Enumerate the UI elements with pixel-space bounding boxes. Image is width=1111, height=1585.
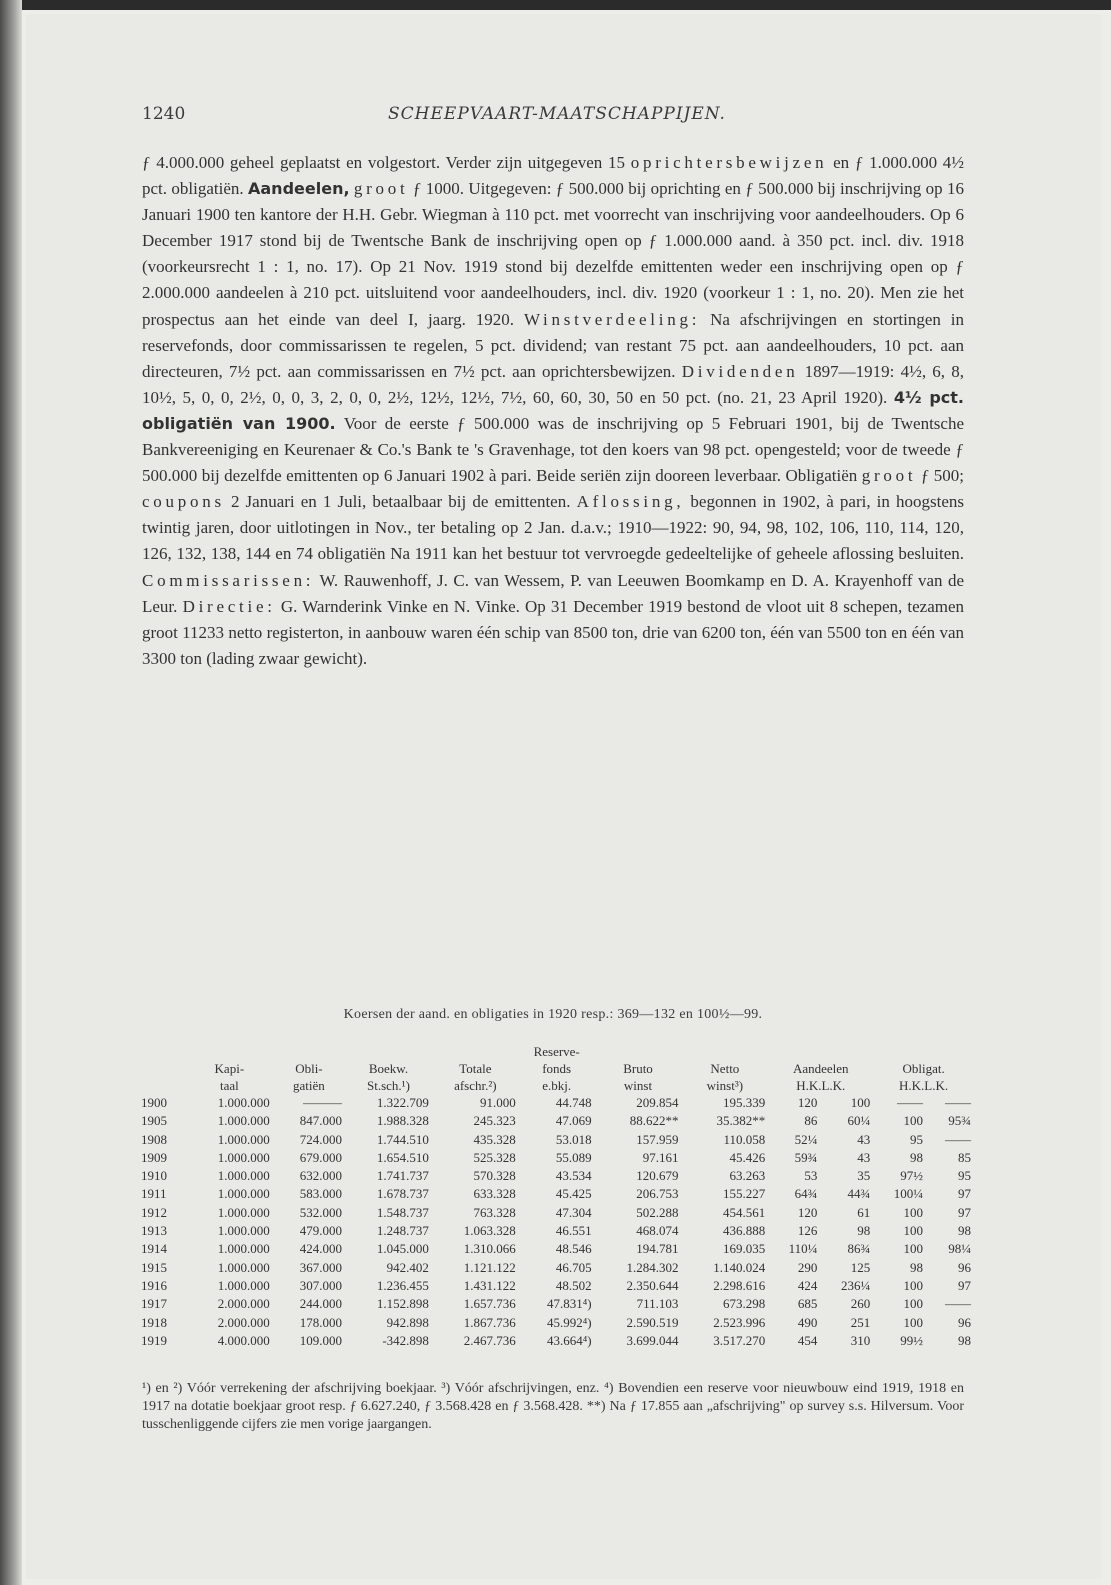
- table-cell: 95: [909, 1131, 923, 1147]
- table-cell: 100: [903, 1113, 923, 1129]
- table-cell: 99½: [900, 1332, 923, 1348]
- text-run: 1897—1919: 4½, 6, 8, 10½, 5, 0, 0, 2½, 0, 0, 3, 2, 0, 0, 2½, 12½, 12½, 7½, 60, 60, 30, 50 en 50 pct. (no. 21, 23 April 1920).: [142, 361, 964, 407]
- table-cell: 35.382**: [716, 1113, 766, 1129]
- header-cell: Bruto: [623, 1061, 653, 1076]
- text-run: Na afschrijvingen en stortingen in reservefonds, door commissarissen te regelen, 5 pct. dividend; van restant 75 pct. aan aandeelhouders, 10 pct. aan directeuren, 7½ pct. aan commissarissen en 7½ pct. aan oprichtersbewijzen.: [142, 309, 965, 381]
- text-run: ƒ 4.000.000 geheel geplaatst en volgestort. Verder zijn uitgegeven 15: [142, 153, 626, 172]
- table-cell: 502.288: [636, 1204, 679, 1220]
- table-header-row-reserve: [138, 1043, 974, 1060]
- financial-table: [138, 1043, 974, 1350]
- table-row: [138, 1185, 974, 1203]
- table-cell: 95¾: [948, 1113, 971, 1129]
- year-cell: 1905: [141, 1113, 167, 1129]
- table-cell: 1.121.122: [463, 1259, 516, 1275]
- table-cell: 1.000.000: [217, 1204, 270, 1220]
- spaced-term-coupons: coupons: [142, 492, 225, 512]
- table-cell: 178.000: [299, 1314, 343, 1330]
- table-cell: 45.426: [729, 1149, 766, 1165]
- table-cell: 847.000: [299, 1113, 343, 1129]
- table-cell: 155.227: [723, 1186, 766, 1202]
- year-cell: 1915: [141, 1259, 167, 1275]
- table-cell: 100: [903, 1241, 923, 1257]
- table-row: [138, 1167, 974, 1185]
- table-cell: 424: [797, 1277, 818, 1293]
- header-cell: afschr.²): [454, 1078, 497, 1093]
- table-row: [138, 1240, 974, 1258]
- table-body: [138, 1094, 974, 1350]
- spaced-term: oprichtersbewijzen: [630, 153, 828, 172]
- header-cell: Aandeelen: [792, 1061, 849, 1076]
- table-cell: ——: [945, 1131, 971, 1147]
- table-cell: 1.284.302: [626, 1259, 679, 1275]
- table-cell: 1.741.737: [376, 1168, 429, 1184]
- header-cell: Kapi-: [214, 1061, 245, 1076]
- table-cell: 1.000.000: [217, 1259, 270, 1275]
- header-cell: fonds: [542, 1061, 572, 1076]
- table-cell: 110.058: [723, 1131, 766, 1147]
- header-cell: Obli-: [295, 1061, 323, 1076]
- text-run: G. Warnderink Vinke en N. Vinke. Op 31 December 1919 bestond de vloot uit 8 schepen, tezamen groot 11233 netto registerton, in aanbouw waren één schip van 8500 ton, drie van 6200 ton, één van 5500 ton en één van 3300 ton (lading zwaar gewicht).: [142, 596, 965, 668]
- text-run: ƒ 1000. Uitgegeven: ƒ 500.000 bij oprichting en ƒ 500.000 bij inschrijving op 16 Januari 1900 ten kantore der H.H. Gebr. Wiegman à 110 pct. met voorrecht van inschrijving voor aandeelhouders. Op 6 December 1917 stond bij de Twentsche Bank de inschrijving open op ƒ 1.000.000 aand. à 350 pct. incl. div. 1918 (voorkeursrecht 1 : 1, no. 17). Op 21 Nov. 1919 stond bij dezelfde emittenten weder een inschrijving open op ƒ 2.000.000 aandeelen à 210 pct. uitsluitend voor aandeelhouders, incl. div. 1920 (voorkeur 1 : 1, no. 20). Men zie het prospectus aan het einde van deel I, jaarg. 1920.: [142, 179, 965, 329]
- table-cell: 1.000.000: [217, 1095, 270, 1110]
- table-cell: 1.431.122: [463, 1277, 516, 1293]
- table-cell: 47.831⁴): [546, 1296, 592, 1312]
- table-cell: 157.959: [636, 1131, 679, 1147]
- table-cell: 244.000: [299, 1296, 343, 1312]
- table-cell: 1.000.000: [217, 1149, 270, 1165]
- table-cell: 1.045.000: [376, 1241, 429, 1257]
- table-cell: 1.657.736: [463, 1296, 516, 1312]
- table-row: [138, 1277, 974, 1295]
- table-cell: 63.263: [729, 1168, 766, 1184]
- table-cell: 525.328: [473, 1149, 516, 1165]
- table-cell: 1.654.510: [376, 1149, 429, 1165]
- year-cell: 1914: [141, 1241, 167, 1257]
- table-cell: 45.425: [555, 1186, 592, 1202]
- table-cell: 97.161: [642, 1149, 679, 1165]
- table-cell: 290: [797, 1259, 818, 1275]
- table-row: [138, 1094, 974, 1112]
- table-cell: 2.350.644: [626, 1277, 679, 1293]
- table-cell: 1.000.000: [217, 1241, 270, 1257]
- table-cell: 98: [909, 1259, 923, 1275]
- table-cell: 1.988.328: [376, 1113, 429, 1129]
- table-cell: 47.069: [555, 1113, 592, 1129]
- table-cell: 3.517.270: [713, 1332, 766, 1348]
- table-cell: 454: [797, 1332, 818, 1348]
- table-cell: 424.000: [299, 1241, 343, 1257]
- table-cell: 64¾: [794, 1186, 818, 1202]
- table-cell: ——: [945, 1296, 971, 1312]
- spaced-term-directie: Directie:: [182, 596, 276, 616]
- section-heading-aandeelen: Aandeelen,: [248, 179, 350, 199]
- table-cell: 120: [797, 1204, 818, 1220]
- table-cell: 1.000.000: [217, 1223, 270, 1239]
- table-cell: 1.063.328: [463, 1223, 516, 1239]
- table-cell: 97½: [900, 1168, 923, 1184]
- table-cell: 724.000: [299, 1131, 343, 1147]
- table-cell: 1.867.736: [463, 1314, 516, 1330]
- spaced-term: groot: [353, 179, 409, 199]
- header-cell: winst: [623, 1078, 653, 1093]
- table-row: [138, 1131, 974, 1149]
- table-cell: 48.546: [555, 1241, 592, 1257]
- table-cell: 3.699.044: [626, 1332, 679, 1348]
- table-cell: 44.748: [555, 1095, 592, 1110]
- table-cell: 251: [850, 1314, 871, 1330]
- year-cell: 1909: [141, 1149, 167, 1165]
- table-cell: 47.304: [555, 1204, 592, 1220]
- table-cell: 245.323: [473, 1113, 516, 1129]
- table-cell: 98: [958, 1332, 971, 1348]
- header-cell: [138, 1060, 186, 1077]
- table-cell: 86: [804, 1113, 818, 1129]
- footnote-text: ¹) en ²) Vóór verrekening der afschrijving boekjaar. ³) Vóór afschrijvingen, enz. ⁴) Bovendien een reserve voor nieuwbouw eind 1919, 1918 en 1917 na dotatie boekjaar groot resp. ƒ 6.627.240, ƒ 3.568.428 en ƒ 3.568.428. **) Na ƒ 17.855 aan „afschrijving" op survey s.s. Hilversum. Voor tusschenliggende cijfers zie men vorige jaargangen.: [142, 1381, 964, 1432]
- table-cell: 1.322.709: [376, 1095, 429, 1110]
- header-cell: St.sch.¹): [367, 1078, 410, 1093]
- table-cell: 97: [958, 1186, 971, 1202]
- table-cell: 1.310.066: [463, 1241, 516, 1257]
- table-cell: 53.018: [555, 1131, 592, 1147]
- header-cell: Reserve-: [533, 1044, 580, 1059]
- spaced-term-winstverdeeling: Winstverdeeling:: [523, 309, 701, 329]
- table-cell: 454.561: [723, 1204, 766, 1220]
- table-cell: 97: [958, 1277, 971, 1293]
- table-cell: 685: [797, 1296, 818, 1312]
- table-cell: 100: [903, 1223, 923, 1239]
- table-cell: 100: [903, 1204, 923, 1220]
- table-cell: 673.298: [723, 1296, 766, 1312]
- year-cell: 1910: [141, 1168, 167, 1184]
- table-cell: -342.898: [382, 1332, 429, 1348]
- table-cell: 2.523.996: [713, 1314, 766, 1330]
- table-cell: 206.753: [636, 1186, 679, 1202]
- table-cell: 52¼: [794, 1131, 818, 1147]
- table-cell: 43: [857, 1131, 871, 1147]
- year-cell: 1911: [141, 1186, 167, 1202]
- text-run: W. Rauwenhoff, J. C. van Wessem, P. van Leeuwen Boomkamp en D. A. Krayenhoff van de Leur.: [142, 570, 964, 616]
- table-header-row: [138, 1060, 974, 1077]
- text-run: Voor de eerste ƒ 500.000 was de inschrijving op 5 Februari 1901, bij de Twentsche Bankvereeniging en Keurenaer & Co.'s Bank te 's Gravenhage, tot den koers van 98 pct. opengesteld; voor de tweede ƒ 500.000 bij dezelfde emittenten op 6 Januari 1902 à pari. Beide seriën zijn dooreen leverbaar. Obligatiën: [142, 413, 965, 486]
- table-cell: 1.140.024: [713, 1259, 766, 1275]
- text-run: 2 Januari en 1 Juli, betaalbaar bij de emittenten.: [230, 492, 571, 512]
- table-cell: 100: [903, 1296, 923, 1312]
- scan-border-top: [0, 0, 1111, 10]
- table-cell: 169.035: [723, 1241, 766, 1257]
- table-cell: 942.898: [386, 1314, 429, 1330]
- table-cell: 479.000: [299, 1223, 343, 1239]
- header-cell: winst³): [706, 1078, 744, 1093]
- table-cell: 86¾: [847, 1241, 871, 1257]
- header-cell: H.K.L.K.: [796, 1078, 846, 1093]
- table-cell: 2.298.616: [713, 1277, 766, 1293]
- year-cell: 1913: [141, 1223, 167, 1239]
- table-cell: 125: [850, 1259, 871, 1275]
- table-row: [138, 1112, 974, 1130]
- table-cell: 100: [903, 1314, 923, 1330]
- body-text: [142, 150, 964, 672]
- table-cell: 60¼: [847, 1113, 871, 1129]
- table-cell: 1.000.000: [217, 1113, 270, 1129]
- text-run: begonnen in 1902, à pari, in hoogstens twintig jaren, door uitlotingen in Nov., ter betaling op 2 Jan. d.a.v.; 1910—1922: 90, 94, 98, 102, 106, 110, 114, 120, 126, 132, 138, 144 en 74 obligatiën Na 1911 kan het bestuur tot vervroegde gedeeltelijke of geheele aflossing besluiten.: [142, 492, 964, 564]
- table-cell: 48.502: [555, 1277, 592, 1293]
- table-cell: 1.236.455: [376, 1277, 429, 1293]
- book-spine-shadow: [0, 0, 22, 1585]
- table-cell: 85: [958, 1149, 971, 1165]
- table-cell: 100: [850, 1095, 871, 1110]
- spaced-term-commissarissen: Commissarissen:: [142, 570, 315, 590]
- body-paragraph: [142, 150, 964, 672]
- table-row: [138, 1259, 974, 1277]
- year-cell: 1908: [141, 1131, 167, 1147]
- table-row: [138, 1222, 974, 1240]
- footnotes: [142, 1380, 964, 1434]
- table-cell: 43.534: [555, 1168, 592, 1184]
- page-number: 1240: [142, 104, 186, 124]
- table-cell: 1.000.000: [217, 1131, 270, 1147]
- header-cell: H.K.L.K.: [899, 1078, 949, 1093]
- table-cell: 763.328: [473, 1204, 516, 1220]
- table-cell: 2.000.000: [217, 1296, 270, 1312]
- year-cell: 1916: [141, 1277, 167, 1293]
- table-cell: 55.089: [555, 1149, 592, 1165]
- table-cell: 97: [958, 1204, 971, 1220]
- table-cell: 1.152.898: [376, 1296, 429, 1312]
- table-cell: 1.000.000: [217, 1277, 270, 1293]
- table-cell: 53: [804, 1168, 818, 1184]
- header-cell: gatiën: [293, 1078, 325, 1093]
- header-cell: Totale: [459, 1061, 492, 1076]
- table-cell: 46.705: [555, 1259, 592, 1275]
- table-cell: ——: [945, 1095, 971, 1110]
- table-cell: 46.551: [555, 1223, 592, 1239]
- table-cell: 95: [958, 1168, 971, 1184]
- table-cell: 367.000: [299, 1259, 343, 1275]
- text-run: en ƒ 1.000.000 4½ pct. obligatiën.: [142, 153, 965, 199]
- table-cell: 1.744.510: [376, 1131, 429, 1147]
- header-cell: Boekw.: [368, 1061, 409, 1076]
- table-cell: 109.000: [299, 1332, 343, 1348]
- table-cell: 436.888: [723, 1223, 766, 1239]
- year-cell: 1919: [141, 1332, 167, 1348]
- table-cell: 96: [958, 1259, 971, 1275]
- table-cell: 194.781: [636, 1241, 679, 1257]
- header-cell: Obligat.: [902, 1061, 945, 1076]
- section-heading-obligatien: 4½ pct. obligatiën van 1900.: [142, 387, 964, 433]
- table-cell: 236¼: [840, 1277, 871, 1293]
- table-row: [138, 1295, 974, 1313]
- table-row: [138, 1314, 974, 1332]
- table-cell: 59¾: [794, 1149, 818, 1165]
- table-cell: 260: [850, 1296, 871, 1312]
- table-cell: 942.402: [386, 1259, 429, 1275]
- table-cell: 1.678.737: [376, 1186, 429, 1202]
- table-cell: 98¼: [948, 1241, 971, 1257]
- spaced-term-aflossing: Aflossing,: [576, 492, 685, 512]
- table-row: [138, 1332, 974, 1350]
- header-cell: taal: [219, 1078, 239, 1093]
- table-cell: 43.664⁴): [546, 1332, 592, 1348]
- running-title: SCHEEPVAART-MAATSCHAPPIJEN.: [388, 104, 726, 124]
- table-cell: 98: [857, 1223, 871, 1239]
- table-cell: 43: [857, 1149, 871, 1165]
- table-caption: Koersen der aand. en obligaties in 1920 resp.: 369—132 en 100½—99.: [343, 1007, 763, 1022]
- table-cell: 98: [958, 1223, 971, 1239]
- table-cell: 435.328: [473, 1131, 516, 1147]
- table-cell: 307.000: [299, 1277, 343, 1293]
- table-cell: 96: [958, 1314, 971, 1330]
- header-cell: e.bkj.: [542, 1078, 572, 1093]
- header-cell: Netto: [710, 1061, 740, 1076]
- table-cell: 120: [797, 1095, 818, 1110]
- table-cell: 61: [857, 1204, 871, 1220]
- table-cell: 2.590.519: [626, 1314, 679, 1330]
- header-cell: [138, 1077, 186, 1094]
- table-cell: 35: [857, 1168, 871, 1184]
- spaced-term: groot: [861, 466, 917, 486]
- table-cell: 120.679: [636, 1168, 679, 1184]
- year-cell: 1917: [141, 1296, 167, 1312]
- table-cell: 468.074: [636, 1223, 679, 1239]
- table-cell: 88.622**: [629, 1113, 679, 1129]
- table-cell: 632.000: [299, 1168, 343, 1184]
- table-cell: 310: [850, 1332, 871, 1348]
- table-cell: 490: [797, 1314, 818, 1330]
- table-cell: 126: [797, 1223, 818, 1239]
- table-cell: 45.992⁴): [546, 1314, 592, 1330]
- table-cell: 100: [903, 1277, 923, 1293]
- table-cell: 110¼: [788, 1241, 818, 1257]
- table-row: [138, 1204, 974, 1222]
- table-cell: 532.000: [299, 1204, 343, 1220]
- table-cell: 100¼: [893, 1186, 923, 1202]
- year-cell: 1900: [141, 1095, 167, 1110]
- table-cell: 195.339: [723, 1095, 766, 1110]
- table-cell: ——: [896, 1095, 923, 1110]
- page-header: [142, 104, 972, 130]
- table-cell: 711.103: [636, 1296, 679, 1312]
- table-cell: 1.248.737: [376, 1223, 429, 1239]
- table-cell: 1.000.000: [217, 1168, 270, 1184]
- year-cell: 1912: [141, 1204, 167, 1220]
- year-cell: 1918: [141, 1314, 167, 1330]
- table-cell: 2.000.000: [217, 1314, 270, 1330]
- table-cell: 1.000.000: [217, 1186, 270, 1202]
- table-cell: 209.854: [636, 1095, 679, 1110]
- table-cell: 679.000: [299, 1149, 343, 1165]
- table-cell: 4.000.000: [217, 1332, 270, 1348]
- table-cell: ———: [303, 1095, 343, 1110]
- table-cell: 1.548.737: [376, 1204, 429, 1220]
- spaced-term-dividenden: Dividenden: [681, 361, 799, 381]
- table-cell: 2.467.736: [463, 1332, 516, 1348]
- table-cell: 98: [909, 1149, 923, 1165]
- table-cell: 633.328: [473, 1186, 516, 1202]
- table-cell: 91.000: [480, 1095, 516, 1110]
- text-run: ƒ 500;: [920, 466, 965, 486]
- table-row: [138, 1149, 974, 1167]
- table-cell: 44¾: [847, 1186, 871, 1202]
- table-cell: 570.328: [473, 1168, 516, 1184]
- table-header-row: [138, 1077, 974, 1094]
- table-cell: 583.000: [299, 1186, 343, 1202]
